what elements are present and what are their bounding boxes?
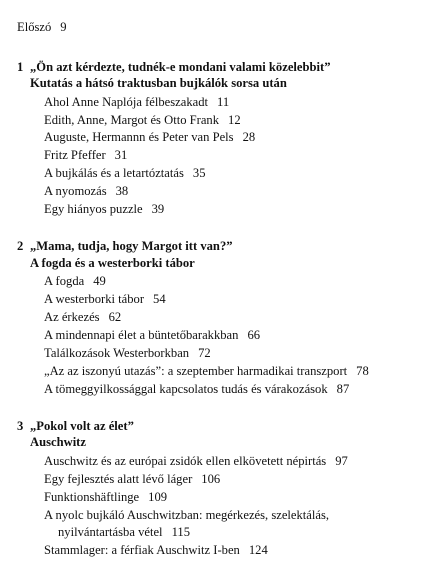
toc-entry — [44, 471, 220, 487]
toc-entry-page: 87 — [336, 382, 350, 396]
toc-entry — [44, 165, 205, 181]
toc-entry-preface — [17, 19, 67, 35]
chapter-subtitle: Auschwitz — [30, 435, 86, 449]
toc-entry — [44, 309, 121, 325]
toc-entry-page: 31 — [114, 148, 128, 162]
toc-entry — [44, 94, 229, 110]
toc-entry — [44, 345, 211, 361]
chapter-subtitle: A fogda és a westerborki tábor — [30, 256, 195, 270]
toc-entry-title: Egy hiányos puzzle — [44, 202, 143, 216]
toc-entry-title: A nyolc bujkáló Auschwitzban: megérkezés, szelektálás, — [44, 508, 330, 522]
toc-entry-page: 78 — [356, 364, 369, 378]
toc-entry — [44, 381, 349, 397]
toc-entry-title: Ahol Anne Naplója félbeszakadt — [44, 95, 209, 109]
toc-entry-title: Találkozások Westerborkban — [44, 346, 190, 360]
toc-entry — [44, 201, 164, 217]
toc-entry-page: 124 — [248, 543, 268, 557]
chapter-title: „Mama, tudja, hogy Margot itt van?” — [30, 239, 233, 253]
toc-entry-page: 97 — [335, 454, 348, 468]
chapter-heading — [17, 59, 331, 75]
toc-entry — [44, 327, 260, 343]
toc-entry-page: 106 — [201, 472, 221, 486]
toc-entry-continuation — [58, 524, 190, 540]
toc-entry-title: Az érkezés — [44, 310, 100, 324]
toc-entry-title: A fogda — [44, 274, 85, 288]
toc-entry — [44, 507, 329, 523]
toc-entry-page: 12 — [228, 113, 241, 127]
toc-entry-page: 11 — [217, 95, 230, 109]
toc-entry-title: Auguste, Hermannn és Peter van Pels — [44, 130, 234, 144]
toc-entry — [44, 291, 166, 307]
toc-entry-title: Stammlager: a férfiak Auschwitz I-ben — [44, 543, 240, 557]
toc-entry — [44, 453, 348, 469]
toc-entry-page: 9 — [60, 20, 67, 34]
toc-entry-title: nyilvántartásba vétel — [58, 525, 163, 539]
toc-entry — [44, 183, 128, 199]
toc-entry-title: A tömeggyilkossággal kapcsolatos tudás és várakozások — [44, 382, 328, 396]
toc-entry — [44, 489, 167, 505]
toc-entry — [44, 542, 268, 558]
chapter-heading — [17, 418, 134, 434]
toc-entry-page: 72 — [198, 346, 211, 360]
chapter-number: 3 — [17, 419, 24, 433]
toc-entry-title: Auschwitz és az európai zsidók ellen elkövetett népirtás — [44, 454, 327, 468]
toc-entry-page: 35 — [192, 166, 206, 180]
toc-entry-title: Egy fejlesztés alatt lévő láger — [44, 472, 193, 486]
toc-entry-page: 39 — [151, 202, 165, 216]
toc-entry-title: Funktionshäftlinge — [44, 490, 140, 504]
chapter-title: „Pokol volt az élet” — [30, 419, 134, 433]
toc-entry-title: „Az az iszonyú utazás”: a szeptember harmadikai transzport — [44, 364, 348, 378]
toc-entry-title: A nyomozás — [44, 184, 107, 198]
chapter-heading — [17, 238, 233, 254]
toc-entry-title: A mindennapi élet a büntetőbarakkban — [44, 328, 239, 342]
toc-entry-title: Előszó — [17, 20, 52, 34]
toc-entry-title: A westerborki tábor — [44, 292, 145, 306]
toc-entry-page: 54 — [153, 292, 166, 306]
toc-entry-page: 109 — [148, 490, 168, 504]
toc-entry-page: 66 — [247, 328, 261, 342]
toc-entry — [44, 363, 369, 379]
toc-entry — [44, 129, 255, 145]
toc-entry-title: A bujkálás és a letartóztatás — [44, 166, 184, 180]
toc-entry — [44, 273, 106, 289]
toc-entry — [44, 147, 127, 163]
toc-entry-title: Fritz Pfeffer — [44, 148, 106, 162]
chapter-number: 1 — [17, 60, 24, 74]
toc-entry-page: 28 — [242, 130, 256, 144]
toc-entry — [44, 112, 241, 128]
chapter-title: „Ön azt kérdezte, tudnék-e mondani valami közelebbit” — [30, 60, 331, 74]
chapter-number: 2 — [17, 239, 24, 253]
toc-entry-page: 62 — [108, 310, 122, 324]
toc-entry-page: 115 — [171, 525, 190, 539]
toc-entry-page: 49 — [93, 274, 106, 288]
toc-entry-title: Edith, Anne, Margot és Otto Frank — [44, 113, 220, 127]
chapter-subtitle: Kutatás a hátsó traktusban bujkálók sorsa után — [30, 76, 287, 90]
toc-entry-page: 38 — [115, 184, 129, 198]
